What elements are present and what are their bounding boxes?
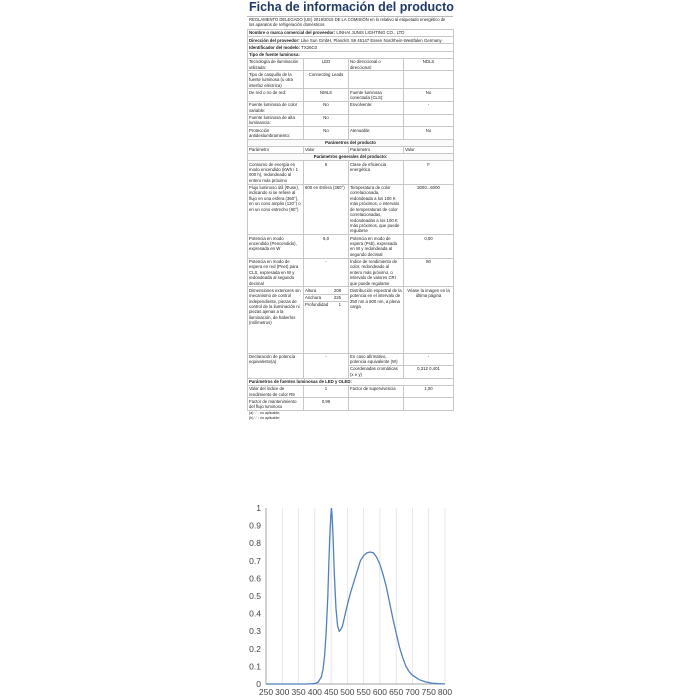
y-tick-label: 0.4 bbox=[249, 608, 261, 619]
table-row bbox=[248, 44, 454, 51]
standby-label: Potencia en modo de espera (Psb), expresada en W y redondeada al segundo decimal bbox=[349, 235, 404, 258]
dimension-pair bbox=[304, 287, 349, 294]
tech-label: Tecnología de iluminación utilizada: bbox=[248, 58, 304, 71]
chart-axes bbox=[266, 508, 445, 684]
footnote-b: (b) '-' : no aplicable; bbox=[249, 416, 281, 421]
x-tick-label: 550 bbox=[356, 687, 371, 697]
x-tick-label: 450 bbox=[323, 687, 339, 697]
envelope-value: - bbox=[404, 101, 454, 114]
net-standby-label: Potencia en modo de espera en red (Pnet) para CLS, expresada en W y redondeada al segundo decimal bbox=[248, 258, 304, 287]
y-tick-label: 0.5 bbox=[249, 591, 261, 601]
table-row bbox=[248, 161, 454, 184]
table-row bbox=[248, 385, 454, 398]
table-row bbox=[248, 146, 454, 153]
r9-label: Valor del índice de rendimiento de color R9 bbox=[248, 385, 304, 398]
connected-label: Fuente luminosa conectada (CLS): bbox=[349, 89, 404, 102]
flux-label: Flujo luminoso útil (Φuse), indicando si se refiere al flujo en una esfera (360°), en un cono amplio (120°) o en un cono estrecho (90°) bbox=[248, 184, 304, 234]
dimension-pair bbox=[304, 294, 349, 301]
param-col-header: Parámetro bbox=[349, 146, 404, 153]
product-information-sheet bbox=[247, 0, 453, 421]
energy-label: Consumo de energía en modo encendido (kWh / 1 000 h), redondeado al entero más próximo bbox=[248, 161, 304, 184]
cap-value: Connecting Leads bbox=[304, 71, 349, 89]
table-row bbox=[248, 398, 454, 411]
dimmable-label: Atenuable: bbox=[349, 127, 404, 140]
model-value: TX26C0 bbox=[301, 44, 317, 50]
tech-value: LED bbox=[304, 58, 349, 71]
standby-value: 0,00 bbox=[404, 235, 454, 258]
table-row bbox=[248, 114, 454, 127]
table-row bbox=[248, 71, 454, 89]
on-power-value: 6,0 bbox=[304, 235, 349, 258]
energy-value: 6 bbox=[304, 161, 349, 184]
empty-cell bbox=[349, 114, 404, 127]
table-row bbox=[248, 184, 454, 234]
table-row bbox=[248, 89, 454, 102]
address-cell bbox=[248, 37, 454, 44]
y-tick-label: 0.7 bbox=[249, 555, 261, 566]
equivalent-power-label: Declaración de potencia equivalente(a) bbox=[248, 353, 304, 378]
empty-cell bbox=[404, 114, 454, 127]
table-row bbox=[248, 127, 454, 140]
mains-value: NMLS bbox=[304, 89, 349, 102]
y-tick-label: 0.2 bbox=[249, 643, 261, 654]
general-params-heading: Parámetros generales del producto: bbox=[248, 154, 454, 161]
chromaticity-label: Coordenadas cromáticas (x e y) bbox=[349, 366, 404, 379]
table-row bbox=[248, 58, 454, 71]
x-tick-label: 750 bbox=[421, 687, 436, 697]
y-tick-label: 0.8 bbox=[249, 538, 261, 549]
empty-cell bbox=[404, 398, 454, 411]
cap-label: Tipo de casquillo de la fuente luminosa (u otra interfaz eléctrica) bbox=[248, 71, 304, 89]
spectrum-series-line bbox=[266, 508, 445, 684]
depth-label: Profundidad bbox=[305, 302, 329, 308]
table-row bbox=[248, 353, 454, 366]
model-label: Identificador del modelo: bbox=[249, 44, 301, 50]
cct-label: Temperatura de color correlacionada, redondeada a los 100 K más próximos, o intervalo de temperaturas de color correlacionadas, redondeadas a los 100 K más próximos, que puede regularse bbox=[349, 184, 404, 234]
height-value: 208 bbox=[333, 287, 341, 293]
supplier-label: Nombre o marca comercial del proveedor: bbox=[249, 30, 336, 36]
non-directional-label: No direccional o direccional: bbox=[349, 58, 404, 71]
envelope-label: Envolvente: bbox=[349, 101, 404, 114]
spectral-distribution-chart bbox=[247, 500, 453, 700]
width-value: 225 bbox=[333, 294, 341, 300]
dimension-pair bbox=[304, 301, 349, 353]
maintenance-label: Factor de mantenimiento del flujo luminoso bbox=[248, 398, 304, 411]
product-params-heading: Parámetros del producto bbox=[248, 139, 454, 146]
chart-grid bbox=[266, 508, 445, 684]
address-label: Dirección del proveedor: bbox=[249, 37, 300, 43]
survival-label: Factor de supervivencia bbox=[349, 385, 404, 398]
x-tick-label: 600 bbox=[372, 687, 388, 697]
equivalent-power-value: - bbox=[304, 353, 349, 378]
flux-value: 600 en Esfera (360°) bbox=[304, 184, 349, 234]
empty-cell bbox=[404, 71, 454, 89]
non-directional-value: NDLS bbox=[404, 58, 454, 71]
connected-value: No bbox=[404, 89, 454, 102]
x-tick-label: 800 bbox=[437, 687, 453, 697]
equivalent-power-w-label: En caso afirmativo, potencia equivalente (W) bbox=[349, 353, 404, 366]
survival-value: 1,00 bbox=[404, 385, 454, 398]
width-label: Anchura bbox=[305, 294, 322, 300]
r9-value: 1 bbox=[304, 385, 349, 398]
spd-label: Distribución espectral de la potencia en el intervalo de 250 nm a 800 nm, a plena carga bbox=[349, 287, 404, 353]
maintenance-value: 0,96 bbox=[304, 398, 349, 411]
cri-label: Índice de rendimiento de color, redondeado al entero más próximo, o intervalo de valores CRI que puede regularse bbox=[349, 258, 404, 287]
energy-class-value: F bbox=[404, 161, 454, 184]
info-table bbox=[247, 29, 454, 411]
x-tick-label: 300 bbox=[275, 687, 290, 697]
y-tick-label: 0.1 bbox=[249, 661, 261, 672]
y-tick-label: 0.3 bbox=[249, 626, 261, 637]
param-col-header: Parámetro bbox=[248, 146, 304, 153]
y-tick-label: 0 bbox=[256, 679, 261, 689]
depth-value: 1 bbox=[338, 302, 341, 308]
table-row bbox=[248, 51, 454, 58]
high-luminance-value: No bbox=[304, 114, 349, 127]
y-tick-label: 0.9 bbox=[249, 520, 261, 531]
x-tick-label: 700 bbox=[405, 687, 420, 697]
x-tick-label: 350 bbox=[291, 687, 306, 697]
table-row bbox=[248, 287, 454, 294]
value-col-header: Valor bbox=[304, 146, 349, 153]
cri-value: 80 bbox=[404, 258, 454, 287]
table-row bbox=[248, 378, 454, 385]
table-row bbox=[248, 101, 454, 114]
source-type-heading: Tipo de fuente luminosa: bbox=[248, 51, 454, 58]
colour-tunable-label: Fuente luminosa de color variable: bbox=[248, 101, 304, 114]
regulation-text: REGLAMENTO DELEGADO (UE) 2019/2015 DE LA COMISIÓN en lo relativo al etiquetado energético de los aparatos de refrigeración domésticos bbox=[247, 16, 453, 29]
footnote-a: (a) '-' : no aplicable; bbox=[249, 411, 281, 416]
x-tick-labels bbox=[259, 687, 452, 697]
table-row bbox=[248, 37, 454, 44]
table-row bbox=[248, 30, 454, 37]
energy-class-label: Clase de eficiencia energética bbox=[349, 161, 404, 184]
x-tick-label: 400 bbox=[307, 687, 322, 697]
y-tick-label: 0.6 bbox=[249, 573, 261, 584]
x-tick-label: 250 bbox=[258, 687, 274, 697]
x-tick-label: 500 bbox=[340, 687, 355, 697]
y-tick-label: 1 bbox=[256, 503, 261, 513]
on-power-label: Potencia en modo encendido (Pencendido), expresada en W bbox=[248, 235, 304, 258]
table-row bbox=[248, 235, 454, 258]
height-label: Altura bbox=[305, 287, 317, 293]
dimmable-value: No bbox=[404, 127, 454, 140]
empty-cell bbox=[349, 71, 404, 89]
table-row bbox=[248, 139, 454, 146]
cct-value: 3000...6000 bbox=[404, 184, 454, 234]
colour-tunable-value: No bbox=[304, 101, 349, 114]
x-tick-label: 650 bbox=[389, 687, 404, 697]
y-tick-labels bbox=[249, 503, 261, 689]
net-standby-value: - bbox=[304, 258, 349, 287]
empty-cell bbox=[349, 398, 404, 411]
table-row bbox=[248, 258, 454, 287]
table-row bbox=[248, 154, 454, 161]
high-luminance-label: Fuente luminosa de alta luminancia: bbox=[248, 114, 304, 127]
spd-value: Véase la imagen en la última página bbox=[404, 287, 454, 353]
anti-glare-value: No bbox=[304, 127, 349, 140]
mains-label: De red o no de red: bbox=[248, 89, 304, 102]
address-value: Like Sun GmbH, Plancktr. 59 45147 Essen Nordrhein-Westfalen Germany bbox=[300, 37, 442, 43]
value-col-header: Valor bbox=[404, 146, 454, 153]
led-params-heading: Parámetros de fuentes luminosas de LED y OLED: bbox=[248, 378, 454, 385]
dimensions-label: Dimensiones exteriores sin mecanismo de control independiente, piezas de control de la iluminación ni piezas ajenas a la iluminación, de haberlos (milímetros) bbox=[248, 287, 304, 353]
supplier-value: LINHAI JUNIS LIGHTING CO., LTD bbox=[336, 30, 405, 36]
sheet-title: Ficha de información del producto bbox=[249, 0, 454, 14]
chromaticity-value: 0,312 0,401 bbox=[404, 366, 454, 379]
model-cell bbox=[248, 44, 454, 51]
anti-glare-label: Protección antideslumbramiento: bbox=[248, 127, 304, 140]
supplier-cell bbox=[248, 30, 454, 37]
equivalent-power-w-value: - bbox=[404, 353, 454, 366]
